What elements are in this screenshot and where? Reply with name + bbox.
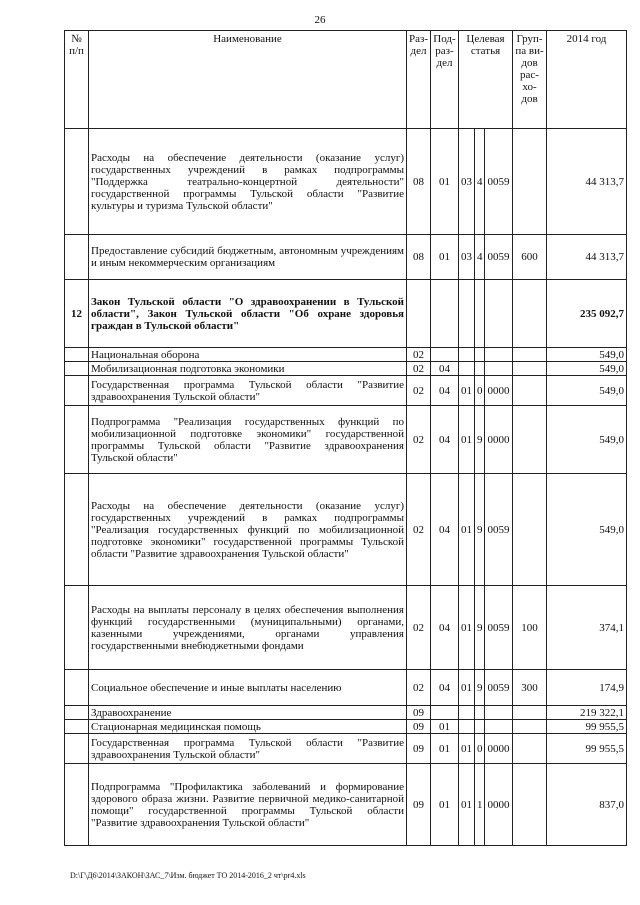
row-target-code xyxy=(485,280,513,348)
table-row xyxy=(65,348,627,362)
row-razdel: 02 xyxy=(407,670,431,706)
row-razdel: 09 xyxy=(407,706,431,720)
row-target-program: 03 xyxy=(459,129,475,235)
row-target-subprogram xyxy=(475,362,485,376)
row-razdel: 08 xyxy=(407,129,431,235)
table-row xyxy=(65,362,627,376)
row-sum: 837,0 xyxy=(547,764,627,846)
row-podrazdel: 01 xyxy=(431,129,459,235)
row-podrazdel xyxy=(431,706,459,720)
row-target-code: 0059 xyxy=(485,235,513,280)
row-podrazdel: 04 xyxy=(431,362,459,376)
row-target-subprogram: 9 xyxy=(475,586,485,670)
row-target-program: 01 xyxy=(459,474,475,586)
table-row xyxy=(65,706,627,720)
row-target-program: 01 xyxy=(459,406,475,474)
header-year: 2014 год xyxy=(547,31,627,129)
header-podrazdel: Под-раз-дел xyxy=(431,31,459,129)
row-target-program xyxy=(459,706,475,720)
row-expense-group xyxy=(513,129,547,235)
row-name: Государственная программа Тульской области "Развитие здравоохранения Тульской области" xyxy=(89,734,407,764)
row-podrazdel: 04 xyxy=(431,586,459,670)
row-number: 12 xyxy=(65,280,89,348)
row-expense-group: 100 xyxy=(513,586,547,670)
row-expense-group xyxy=(513,764,547,846)
row-expense-group xyxy=(513,706,547,720)
table-row xyxy=(65,235,627,280)
row-target-subprogram: 9 xyxy=(475,406,485,474)
row-target-code: 0059 xyxy=(485,474,513,586)
row-target-code xyxy=(485,720,513,734)
row-target-program: 01 xyxy=(459,376,475,406)
row-name: Расходы на обеспечение деятельности (оказание услуг) государственных учреждений в рамках подпрограммы "Реализация государственных функций по мобилизационной подготовке экономики" государственной программы Тульской области "Развитие здравоохранения Тульской области" xyxy=(89,474,407,586)
row-number xyxy=(65,406,89,474)
table-row xyxy=(65,734,627,764)
row-number xyxy=(65,720,89,734)
row-expense-group xyxy=(513,280,547,348)
row-target-subprogram: 4 xyxy=(475,235,485,280)
row-razdel: 09 xyxy=(407,734,431,764)
row-sum: 174,9 xyxy=(547,670,627,706)
row-sum: 549,0 xyxy=(547,348,627,362)
row-target-subprogram: 0 xyxy=(475,734,485,764)
row-number xyxy=(65,734,89,764)
row-target-code xyxy=(485,362,513,376)
row-target-program xyxy=(459,280,475,348)
row-number xyxy=(65,129,89,235)
header-razdel: Раз-дел xyxy=(407,31,431,129)
table-row xyxy=(65,670,627,706)
file-path-footer: D:\Г\Д6\2014\ЗАКОН\ЗАС_7\Изм. бюджет ТО 2014-2016_2 чт\pr4.xls xyxy=(70,871,306,880)
row-target-code: 0059 xyxy=(485,670,513,706)
row-number xyxy=(65,764,89,846)
row-expense-group: 600 xyxy=(513,235,547,280)
row-podrazdel xyxy=(431,348,459,362)
header-group: Груп-па ви-дов рас-хо-дов xyxy=(513,31,547,129)
row-name: Расходы на обеспечение деятельности (оказание услуг) государственных учреждений в рамках подпрограммы "Поддержка театрально-концертной деятельности" государственной программы Тульской области "Развитие культуры и туризма Тульской области" xyxy=(89,129,407,235)
row-podrazdel: 04 xyxy=(431,406,459,474)
row-name: Мобилизационная подготовка экономики xyxy=(89,362,407,376)
row-sum: 374,1 xyxy=(547,586,627,670)
row-name: Закон Тульской области "О здравоохранении в Тульской области", Закон Тульской области "Об охране здоровья граждан в Тульской области" xyxy=(89,280,407,348)
row-podrazdel: 04 xyxy=(431,670,459,706)
budget-table xyxy=(64,30,627,846)
row-target-subprogram xyxy=(475,720,485,734)
row-number xyxy=(65,376,89,406)
row-target-subprogram xyxy=(475,706,485,720)
row-podrazdel: 01 xyxy=(431,720,459,734)
row-sum: 549,0 xyxy=(547,406,627,474)
header-num: № п/п xyxy=(65,31,89,129)
table-row xyxy=(65,280,627,348)
row-expense-group xyxy=(513,720,547,734)
row-razdel: 02 xyxy=(407,474,431,586)
row-podrazdel: 01 xyxy=(431,764,459,846)
table-row xyxy=(65,586,627,670)
row-target-code xyxy=(485,348,513,362)
row-target-code xyxy=(485,706,513,720)
row-name: Стационарная медицинская помощь xyxy=(89,720,407,734)
row-target-program: 03 xyxy=(459,235,475,280)
row-name: Предоставление субсидий бюджетным, автономным учреждениям и иным некоммерческим организациям xyxy=(89,235,407,280)
row-razdel: 02 xyxy=(407,406,431,474)
row-target-program xyxy=(459,348,475,362)
row-sum: 549,0 xyxy=(547,362,627,376)
row-razdel: 02 xyxy=(407,376,431,406)
row-razdel xyxy=(407,280,431,348)
row-podrazdel: 01 xyxy=(431,734,459,764)
row-number xyxy=(65,235,89,280)
header-target: Целевая статья xyxy=(459,31,513,129)
table-row xyxy=(65,474,627,586)
row-sum: 99 955,5 xyxy=(547,720,627,734)
row-target-program: 01 xyxy=(459,764,475,846)
row-name: Расходы на выплаты персоналу в целях обеспечения выполнения функций государственными (муниципальными) органами, казенными учреждениями, органами управления государственными внебюджетными фондами xyxy=(89,586,407,670)
row-target-subprogram: 0 xyxy=(475,376,485,406)
row-target-code: 0000 xyxy=(485,376,513,406)
row-expense-group xyxy=(513,362,547,376)
row-razdel: 02 xyxy=(407,362,431,376)
row-number xyxy=(65,474,89,586)
row-number xyxy=(65,362,89,376)
row-expense-group xyxy=(513,474,547,586)
row-razdel: 02 xyxy=(407,586,431,670)
row-target-program xyxy=(459,720,475,734)
row-name: Социальное обеспечение и иные выплаты населению xyxy=(89,670,407,706)
row-razdel: 08 xyxy=(407,235,431,280)
row-target-program: 01 xyxy=(459,670,475,706)
row-target-subprogram: 9 xyxy=(475,474,485,586)
row-target-code: 0059 xyxy=(485,586,513,670)
row-target-program xyxy=(459,362,475,376)
row-podrazdel: 04 xyxy=(431,474,459,586)
table-row xyxy=(65,720,627,734)
row-expense-group: 300 xyxy=(513,670,547,706)
row-podrazdel: 04 xyxy=(431,376,459,406)
row-expense-group xyxy=(513,376,547,406)
row-sum: 219 322,1 xyxy=(547,706,627,720)
row-number xyxy=(65,670,89,706)
row-sum: 549,0 xyxy=(547,474,627,586)
row-sum: 549,0 xyxy=(547,376,627,406)
row-sum: 44 313,7 xyxy=(547,235,627,280)
row-target-program: 01 xyxy=(459,734,475,764)
row-number xyxy=(65,348,89,362)
row-expense-group xyxy=(513,348,547,362)
table-row xyxy=(65,129,627,235)
row-number xyxy=(65,706,89,720)
row-name: Подпрограмма "Профилактика заболеваний и формирование здорового образа жизни. Развитие первичной медико-санитарной помощи" государственной программы Тульской области "Развитие здравоохранения Тульской области" xyxy=(89,764,407,846)
row-name: Государственная программа Тульской области "Развитие здравоохранения Тульской области" xyxy=(89,376,407,406)
row-target-code: 0000 xyxy=(485,764,513,846)
row-razdel: 09 xyxy=(407,764,431,846)
row-sum: 99 955,5 xyxy=(547,734,627,764)
row-target-subprogram: 1 xyxy=(475,764,485,846)
row-razdel: 02 xyxy=(407,348,431,362)
row-number xyxy=(65,586,89,670)
row-sum: 44 313,7 xyxy=(547,129,627,235)
page-number: 26 xyxy=(314,14,326,26)
table-row xyxy=(65,376,627,406)
row-name: Здравоохранение xyxy=(89,706,407,720)
row-expense-group xyxy=(513,406,547,474)
row-razdel: 09 xyxy=(407,720,431,734)
row-target-code: 0000 xyxy=(485,734,513,764)
row-target-code: 0000 xyxy=(485,406,513,474)
row-name: Подпрограмма "Реализация государственных функций по мобилизационной подготовке экономики" государственной программы Тульской области "Развитие здравоохранения Тульской области" xyxy=(89,406,407,474)
row-podrazdel: 01 xyxy=(431,235,459,280)
row-name: Национальная оборона xyxy=(89,348,407,362)
table-row xyxy=(65,406,627,474)
row-expense-group xyxy=(513,734,547,764)
row-podrazdel xyxy=(431,280,459,348)
row-target-subprogram: 4 xyxy=(475,129,485,235)
row-target-subprogram: 9 xyxy=(475,670,485,706)
row-target-program: 01 xyxy=(459,586,475,670)
table-row xyxy=(65,764,627,846)
header-name: Наименование xyxy=(89,31,407,129)
row-sum: 235 092,7 xyxy=(547,280,627,348)
row-target-subprogram xyxy=(475,280,485,348)
row-target-code: 0059 xyxy=(485,129,513,235)
row-target-subprogram xyxy=(475,348,485,362)
